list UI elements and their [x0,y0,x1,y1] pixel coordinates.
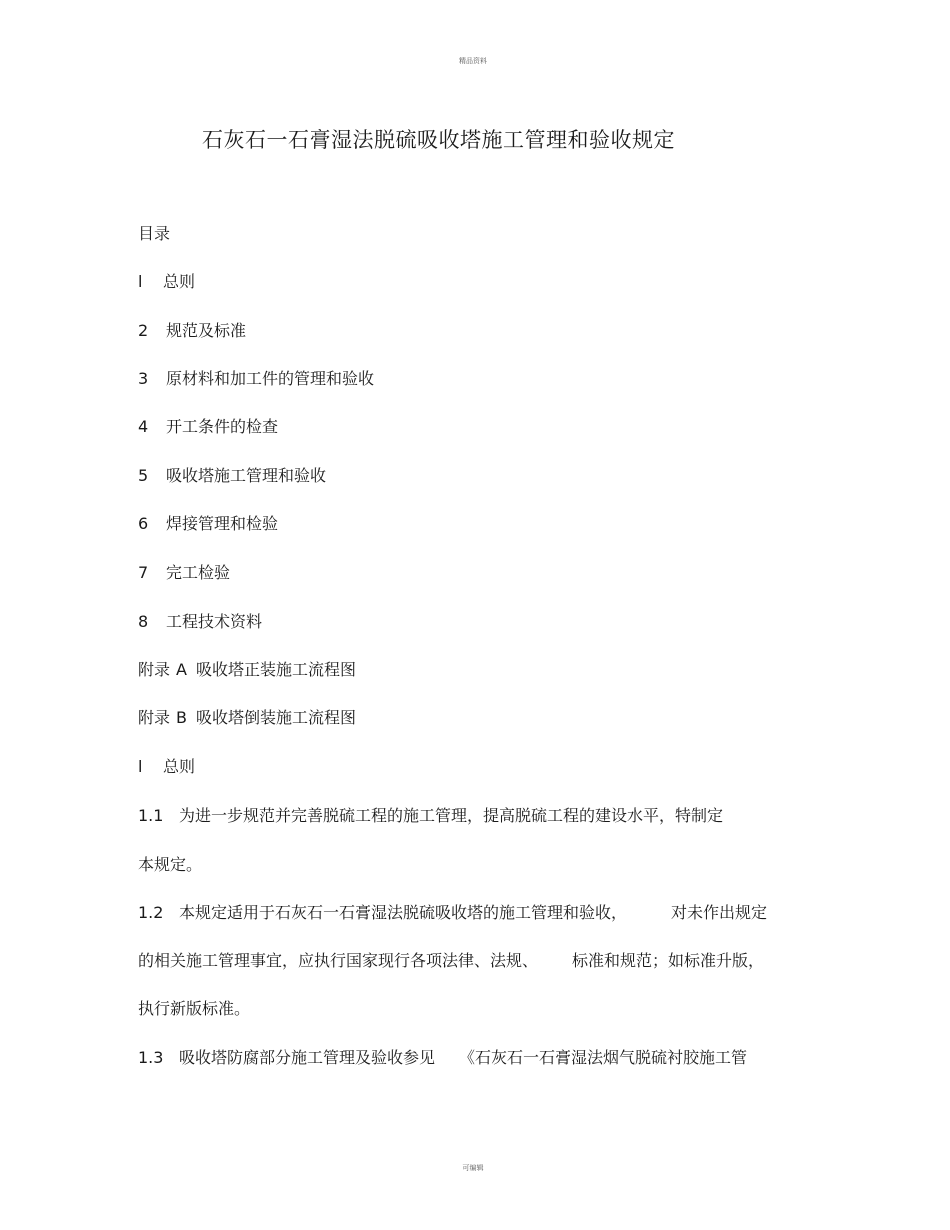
toc-appendix[interactable] [138,660,356,680]
toc-item[interactable] [138,369,374,389]
section-number: l [138,757,143,776]
appendix-text: 吸收塔倒装施工流程图 [196,708,357,727]
header-note: 精品资料 [459,57,487,65]
clause-number: 1.2 [138,903,164,922]
section-title: 总则 [163,757,196,776]
toc-heading: 目录 [138,224,171,243]
paragraph-text: 本规定。 [138,855,203,874]
toc-item-text: 工程技术资料 [166,612,263,631]
toc-appendix[interactable] [138,708,356,728]
paragraph-text: 标准和规范；如标准升版， [572,951,765,970]
appendix-prefix: 附录 [138,660,171,679]
toc-item-number: 7 [138,563,149,582]
toc-item-text: 焊接管理和检验 [166,514,279,533]
paragraph-text: 为进一步规范并完善脱硫工程的施工管理，提高脱硫工程的建设水平，特制定 [179,806,724,825]
toc-item-number: 2 [138,321,149,340]
paragraph-line [138,1048,747,1068]
toc-item[interactable] [138,514,278,534]
section-heading [138,757,195,777]
appendix-prefix: 附录 [138,708,171,727]
toc-item[interactable] [138,272,195,292]
appendix-text: 吸收塔正装施工流程图 [195,660,356,679]
toc-item-text: 开工条件的检查 [166,417,279,436]
toc-item-text: 规范及标准 [166,321,247,340]
document-title: 石灰石一石膏湿法脱硫吸收塔施工管理和验收规定 [202,128,675,152]
toc-item-number: l [138,272,143,291]
toc-item[interactable] [138,612,262,632]
paragraph-text: 的相关施工管理事宜，应执行国家现行各项法律、法规、 [138,951,539,970]
paragraph-text: 执行新版标准。 [138,999,251,1018]
paragraph-text: 《石灰石一石膏湿法烟气脱硫衬胶施工管 [459,1048,748,1067]
toc-item-number: 5 [138,466,149,485]
clause-number: 1.1 [138,806,164,825]
paragraph-line [138,855,202,875]
paragraph-line [138,806,723,826]
appendix-letter: B [176,708,187,727]
toc-item-number: 4 [138,417,149,436]
toc-item[interactable] [138,563,230,583]
paragraph-text: 吸收塔防腐部分施工管理及验收参见 [179,1048,436,1067]
clause-number: 1.3 [138,1048,164,1067]
appendix-letter: A [176,660,187,679]
footer-note: 可编辑 [462,1164,484,1172]
toc-item-number: 6 [138,514,149,533]
paragraph-line [138,903,767,923]
paragraph-line [138,999,250,1019]
toc-item-number: 3 [138,369,149,388]
toc-item[interactable] [138,417,278,437]
toc-item-text: 吸收塔施工管理和验收 [166,466,327,485]
toc-item[interactable] [138,466,326,486]
toc-item-number: 8 [138,612,149,631]
toc-item-text: 总则 [163,272,196,291]
toc-item-text: 完工检验 [166,563,231,582]
paragraph-text: 本规定适用于石灰石一石膏湿法脱硫吸收塔的施工管理和验收， [179,903,628,922]
paragraph-text: 对未作出规定 [671,903,768,922]
toc-item[interactable] [138,321,246,341]
toc-item-text: 原材料和加工件的管理和验收 [166,369,375,388]
paragraph-line [138,951,764,971]
